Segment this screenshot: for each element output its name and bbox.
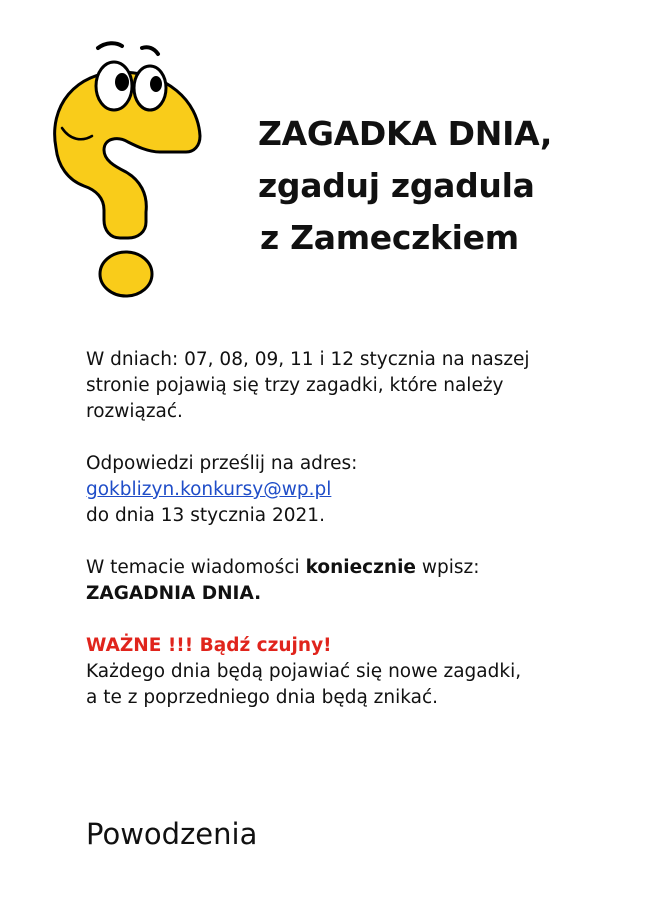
reply-instruction: Odpowiedzi prześlij na adres: bbox=[86, 453, 358, 474]
reply-paragraph bbox=[86, 451, 586, 529]
mascot-left-eyebrow bbox=[98, 43, 122, 48]
paragraph-gap bbox=[86, 607, 586, 633]
subject-instruction bbox=[86, 555, 586, 581]
subject-prefix: W temacie wiadomości bbox=[86, 557, 306, 578]
intro-line: stronie pojawią się trzy zagadki, które należy bbox=[86, 375, 504, 396]
reply-deadline: do dnia 13 stycznia 2021. bbox=[86, 505, 325, 526]
title-line-1: ZAGADKA DNIA, bbox=[258, 114, 553, 153]
subject-paragraph bbox=[86, 555, 586, 607]
paragraph-gap bbox=[86, 529, 586, 555]
warning-line: a te z poprzedniego dnia będą znikać. bbox=[86, 687, 439, 708]
announcement-body bbox=[86, 347, 586, 711]
subject-suffix: wpisz: bbox=[415, 557, 480, 578]
subject-value: ZAGADNIA DNIA. bbox=[86, 583, 262, 604]
subject-emphasis: koniecznie bbox=[305, 557, 416, 578]
mascot-right-pupil bbox=[150, 76, 162, 92]
intro-line: rozwiązać. bbox=[86, 401, 183, 422]
warning-paragraph bbox=[86, 633, 586, 711]
question-mark-dot bbox=[100, 252, 152, 296]
intro-line: W dniach: 07, 08, 09, 11 i 12 stycznia na naszej bbox=[86, 349, 530, 370]
mascot-left-pupil bbox=[115, 73, 129, 91]
page-title bbox=[258, 108, 552, 264]
warning-heading: WAŻNE !!! Bądź czujny! bbox=[86, 635, 332, 656]
contact-email-link[interactable]: gokblizyn.konkursy@wp.pl bbox=[86, 479, 332, 500]
mascot-right-eyebrow bbox=[142, 47, 158, 54]
title-line-2: zgaduj zgadula bbox=[258, 166, 535, 205]
question-mark-mascot-icon bbox=[48, 36, 208, 298]
title-line-3: z Zameczkiem bbox=[260, 218, 519, 257]
intro-paragraph bbox=[86, 347, 586, 425]
paragraph-gap bbox=[86, 425, 586, 451]
warning-line: Każdego dnia będą pojawiać się nowe zagadki, bbox=[86, 661, 522, 682]
farewell-text: Powodzenia bbox=[86, 817, 258, 851]
mascot-right-eye bbox=[134, 66, 166, 110]
